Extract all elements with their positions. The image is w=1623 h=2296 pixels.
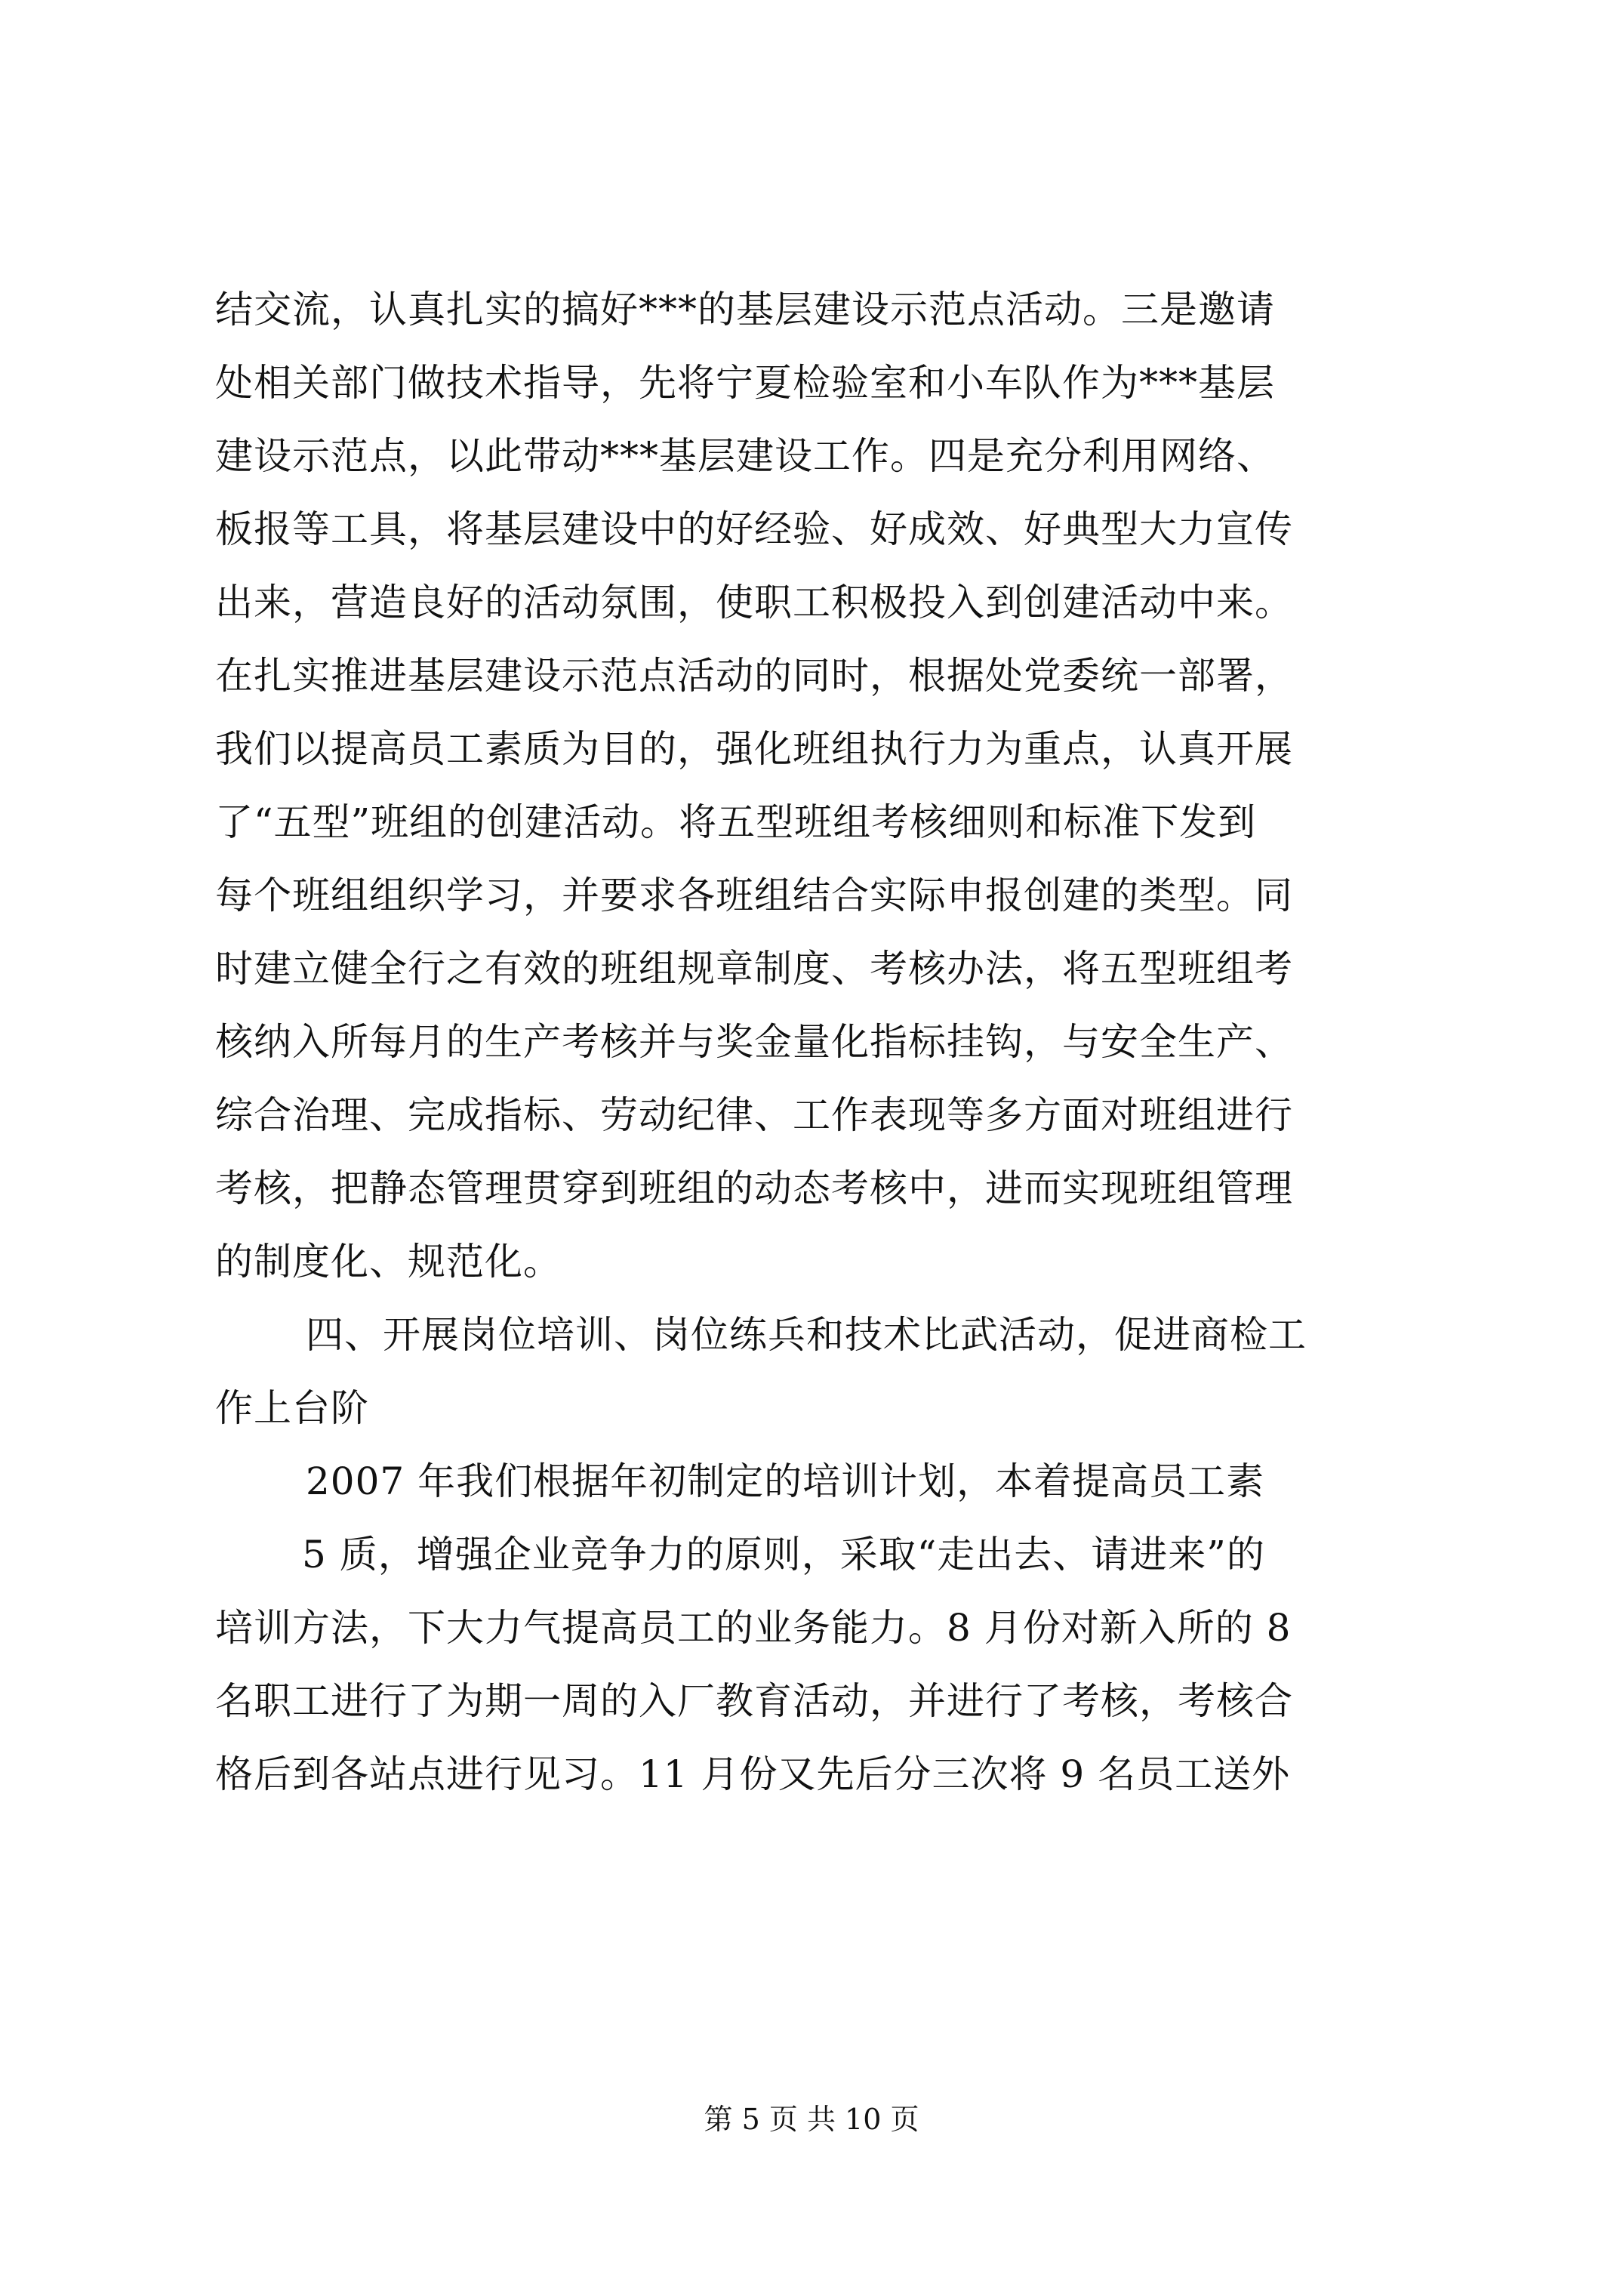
text-line: 建设示范点，以此带动***基层建设工作。四是充分利用网络、	[215, 434, 1275, 478]
section-heading-continued: 作上台阶	[215, 1386, 369, 1430]
text-line: 了“五型”班组的创建活动。将五型班组考核细则和标准下发到	[215, 800, 1257, 844]
text-line: 综合治理、完成指标、劳动纪律、工作表现等多方面对班组进行	[215, 1093, 1293, 1137]
text-line: 2007 年我们根据年初制定的培训计划，本着提高员工素	[306, 1459, 1265, 1503]
text-line: 培训方法，下大力气提高员工的业务能力。8 月份对新入所的 8	[215, 1606, 1292, 1650]
text-line: 5 质，增强企业竞争力的原则，采取“走出去、请进来”的	[302, 1533, 1265, 1576]
text-line: 的制度化、规范化。	[215, 1240, 562, 1284]
text-line: 板报等工具，将基层建设中的好经验、好成效、好典型大力宣传	[215, 507, 1293, 551]
text-line: 每个班组组织学习，并要求各班组结合实际申报创建的类型。同	[215, 874, 1293, 917]
page-footer: 第 5 页 共 10 页	[704, 2103, 919, 2136]
text-line: 名职工进行了为期一周的入厂教育活动，并进行了考核，考核合	[215, 1679, 1293, 1723]
text-line: 格后到各站点进行见习。11 月份又先后分三次将 9 名员工送外	[215, 1752, 1291, 1796]
body-text	[215, 273, 1453, 1811]
text-line: 我们以提高员工素质为目的，强化班组执行力为重点，认真开展	[215, 727, 1293, 771]
text-line: 考核，把静态管理贯穿到班组的动态考核中，进而实现班组管理	[215, 1166, 1293, 1210]
text-line: 在扎实推进基层建设示范点活动的同时，根据处党委统一部署，	[215, 654, 1293, 698]
text-line: 出来，营造良好的活动氛围，使职工积极投入到创建活动中来。	[215, 581, 1293, 624]
text-line: 核纳入所每月的生产考核并与奖金量化指标挂钩，与安全生产、	[215, 1020, 1293, 1064]
text-line: 结交流，认真扎实的搞好***的基层建设示范点活动。三是邀请	[215, 288, 1275, 331]
text-line: 处相关部门做技术指导，先将宁夏检验室和小车队作为***基层	[215, 361, 1275, 405]
text-line: 时建立健全行之有效的班组规章制度、考核办法，将五型班组考	[215, 947, 1293, 991]
section-heading: 四、开展岗位培训、岗位练兵和技术比武活动，促进商检工	[306, 1313, 1307, 1357]
